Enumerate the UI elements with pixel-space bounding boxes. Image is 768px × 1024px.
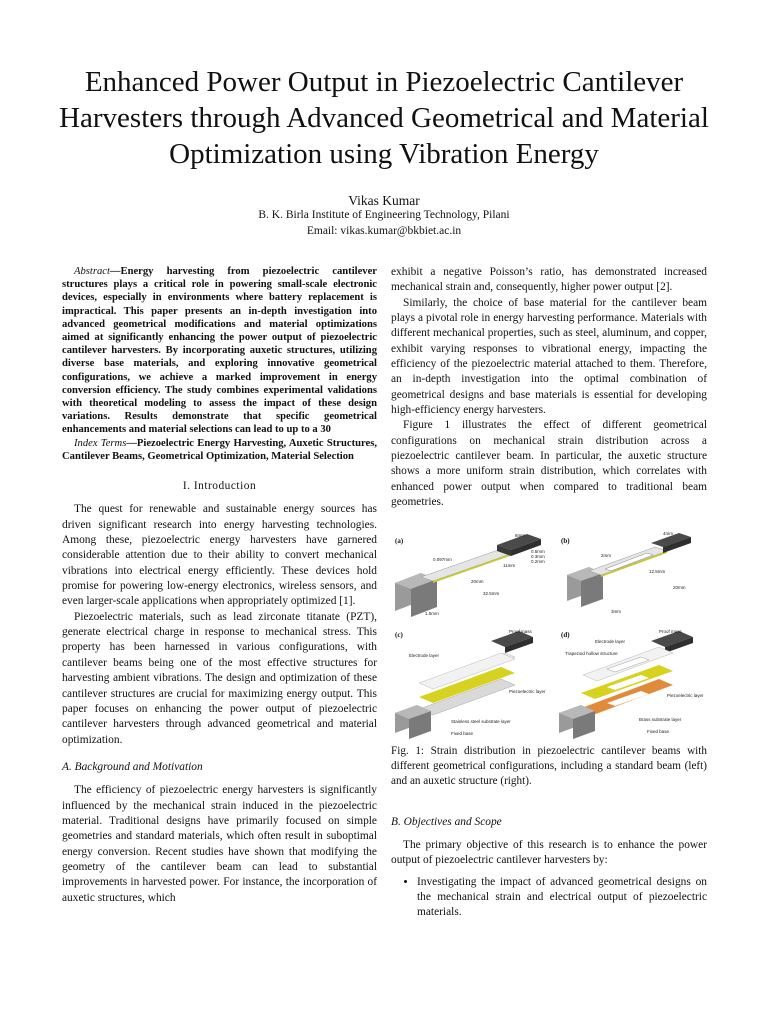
panel-label-b: (b) (561, 536, 570, 545)
d-label-2: Trapezoid hollow structure (565, 650, 618, 656)
d-label-0: Proof mass (659, 628, 682, 634)
dim-a-4: 11mm (503, 562, 516, 568)
author-email: Email: vikas.kumar@bkbiet.ac.in (306, 225, 462, 237)
left-column (62, 265, 377, 906)
right-column (391, 265, 707, 921)
dim-a-0: 0.097mm (433, 556, 452, 562)
panel-label-d: (d) (561, 630, 570, 639)
c-label-4: Fixed base (451, 730, 474, 736)
intro-paragraph-1: The quest for renewable and sustainable energy sources has driven significant research into energy harvesting technologies. Among these, piezoelectric energy harvesters have garnered considerable attention due to their ability to convert mechanical vibrations into electrical energy efficiently. These devices hold promise for powering low-energy electronics, wireless sensors, and even larger-scale applications when appropriately optimized [1]. (62, 503, 377, 608)
list-item: • Investigating the impact of advanced geometrical designs on the mechanical strain and electrical output of piezoelectric materials. (417, 875, 707, 921)
dim-a-5: 20mm (471, 578, 484, 584)
figure-panel-d (555, 627, 707, 739)
figure-panel-b (555, 531, 707, 623)
dim-a-2: 0.3mm (531, 553, 545, 559)
dim-b-3: 20mm (673, 584, 686, 590)
continued-paragraph: exhibit a negative Poisson’s ratio, has demonstrated increased mechanical strain and, consequently, higher power output [2]. (391, 266, 707, 294)
background-paragraph-1: The efficiency of piezoelectric energy harvesters is significantly influenced by the mechanical strain induced in the piezoelectric material. Traditional designs have primarily focused on simple geometries and standard materials, which often result in suboptimal energy conversion. Recent studies have shown that modifying the geometry of the cantilever beam can lead to substantial improvements in harvested power. For instance, the incorporation of auxetic structures, which (62, 784, 377, 904)
dim-b-1: 2mm (601, 552, 611, 558)
materials-paragraph: Similarly, the choice of base material for the cantilever beam plays a pivotal role in energy harvesting performance. Materials with different mechanical properties, such as steel, aluminum, and copper, exhibit varying responses to vibrational energy, impacting the efficiency of the piezoelectric material attached to them. Therefore, an in-depth investigation into the optimal combination of geometrical designs and base materials is essential for developing high-efficiency energy harvesters. (391, 296, 707, 417)
figure-panel-c (391, 627, 551, 739)
author-name: Vikas Kumar (348, 193, 420, 208)
dim-a-1: 0.5mm (531, 548, 545, 554)
abstract-lead: Abstract (74, 266, 110, 277)
subsection-heading-background: A. Background and Motivation (62, 760, 203, 773)
panel-label-a: (a) (395, 536, 404, 545)
author-affiliation: B. K. Birla Institute of Engineering Technology, Pilani (258, 209, 510, 221)
objectives-list (391, 875, 707, 921)
c-label-1: Electrode layer (409, 652, 440, 658)
figure-panel-a (391, 531, 551, 623)
objectives-paragraph: The primary objective of this research is to enhance the power output of piezoelectric cantilever harvesters by: (391, 838, 707, 867)
cantilever-beam (421, 549, 516, 581)
c-label-0: Proof mass (509, 628, 532, 634)
c-label-2: Piezoelectric layer (509, 688, 546, 694)
c-label-3: Stainless steel substrate layer (451, 718, 511, 724)
d-label-4: Brass substrate layer (639, 716, 682, 722)
subsection-heading-objectives: B. Objectives and Scope (391, 815, 502, 828)
figure-reference-paragraph: Figure 1 illustrates the effect of different geometrical configurations on mechanical strain distribution across a piezoelectric cantilever beam. In particular, the auxetic structure shows a more uniform strain distribution, which correlates with enhanced power output when compared to traditional beam geometries. (391, 419, 707, 509)
index-terms-text: —Piezoelectric Energy Harvesting, Auxetic Structures, Cantilever Beams, Geometrical Optimization, Material Selection (62, 437, 377, 462)
intro-paragraph-2: Piezoelectric materials, such as lead zirconate titanate (PZT), generate electrical charge in response to mechanical stress. This property has been harnessed in various configurations, with cantilever beams being one of the most effective structures for harvesting ambient vibrations. The design and optimization of these cantilever structures are crucial for maximizing energy output. This paper focuses on enhancing the power output of piezoelectric cantilever harvesters through advanced geometrical and material optimization. (62, 610, 377, 746)
index-terms (62, 437, 377, 463)
paper-title: Enhanced Power Output in Piezoelectric Cantilever Harvesters through Advanced Geometrical and Material Optimization using Vibration Energy (59, 66, 709, 170)
dim-a-8: 8mm (515, 532, 525, 538)
figure-1 (391, 531, 707, 736)
d-label-5: Fixed base (647, 728, 670, 734)
dim-a-3: 0.2mm (531, 558, 545, 564)
dim-b-0: 4mm (663, 530, 673, 536)
dim-b-2: 12.5mm (649, 568, 666, 574)
dim-b-4: 3mm (611, 608, 621, 614)
abstract-text: —Energy harvesting from piezoelectric cantilever structures plays a critical role in powering small-scale electronic devices, especially in environments where battery replacement is impractical. This paper presents an in-depth investigation into advanced geometrical modifications and material optimizations aimed at significantly enhancing the power output of piezoelectric cantilever harvesters. By incorporating auxetic structures, utilizing diverse base materials, and exploring innovative geometrical configurations, we achieve a marked improvement in energy conversion efficiency. The study combines experimental validations with theoretical modeling to assess the impact of these design variations. Results demonstrate that specific geometrical enhancements and material selections can lead to up to a 30 (62, 266, 377, 436)
abstract (62, 265, 377, 437)
index-terms-lead: Index Terms (74, 437, 127, 449)
dim-a-6: 32.5mm (483, 590, 500, 596)
d-label-1: Electrode layer (595, 638, 626, 644)
dim-a-7: 1.5mm (425, 610, 439, 616)
figure-caption: Fig. 1: Strain distribution in piezoelectric cantilever beams with different geometrical configurations, including a standard beam (left) and an auxetic structure (right). (391, 744, 707, 787)
d-label-3: Piezoelectric layer (667, 692, 704, 698)
section-heading-introduction: I. Introduction (182, 480, 257, 493)
panel-label-c: (c) (395, 630, 403, 639)
